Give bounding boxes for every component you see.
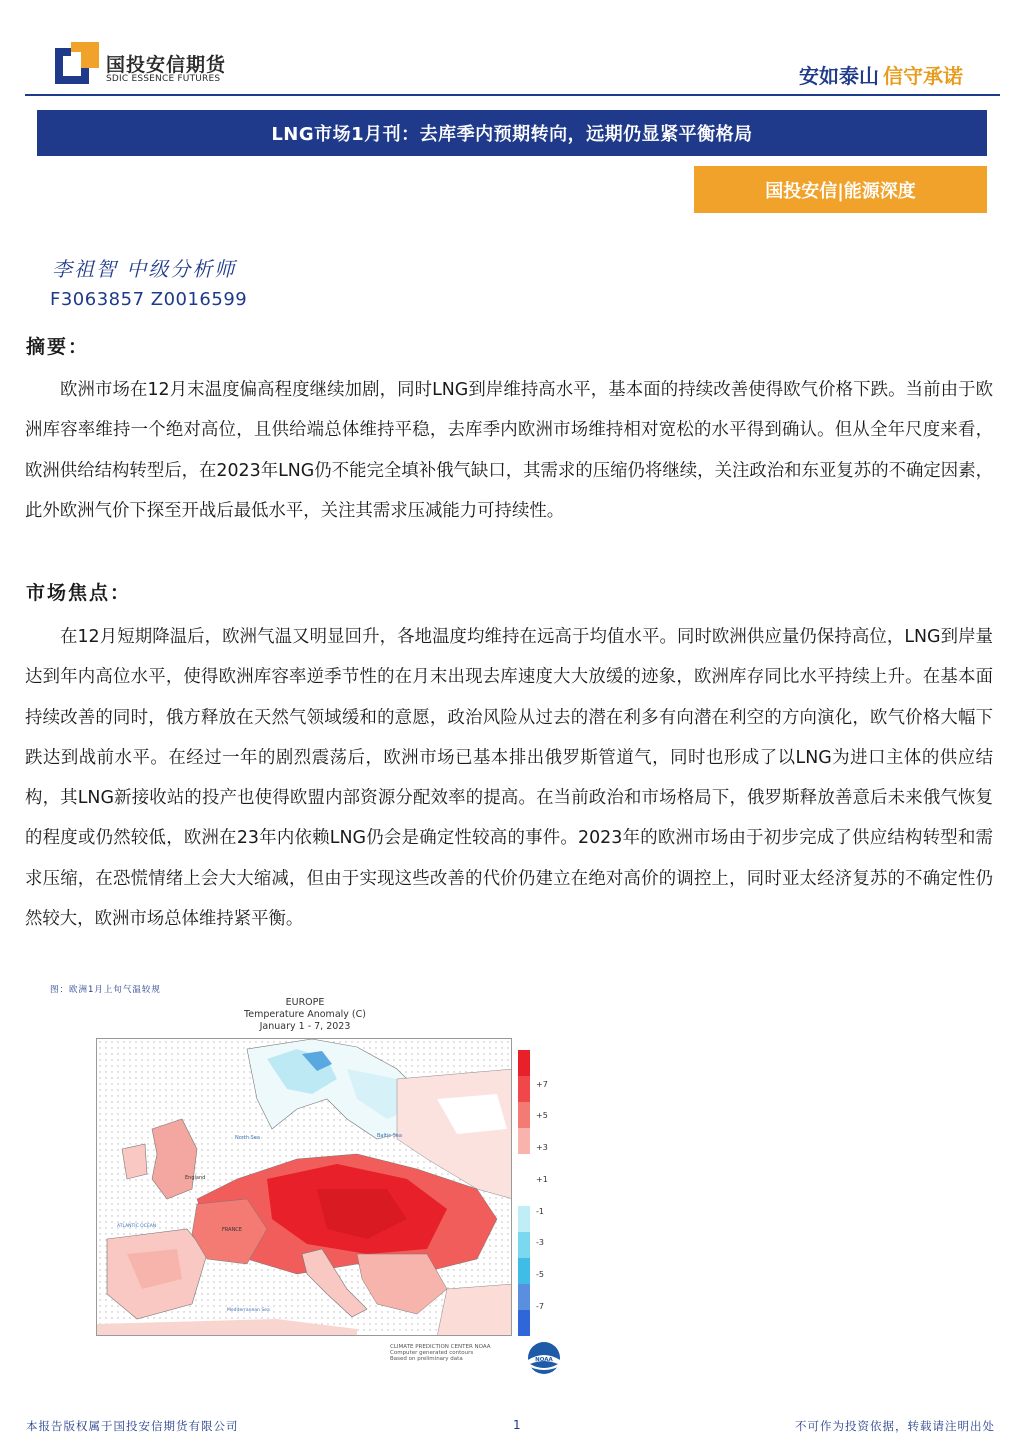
map-credit <box>390 1344 515 1362</box>
figure-caption: 图：欧洲1月上旬气温较规 <box>50 985 161 995</box>
report-tag: 国投安信|能源深度 <box>694 166 987 213</box>
colorbar-swatch <box>518 1310 530 1336</box>
map-label-atlantic: ATLANTIC OCEAN <box>117 1224 157 1229</box>
colorbar-swatch <box>518 1258 530 1285</box>
europe-map-graphic <box>97 1039 512 1336</box>
colorbar-label: -1 <box>536 1207 544 1216</box>
slogan-part1: 安如泰山 <box>799 64 879 88</box>
slogan <box>799 60 963 89</box>
noaa-logo-icon <box>520 1340 568 1376</box>
abstract-text: 欧洲市场在12月末温度偏高程度继续加剧，同时LNG到岸维持高水平，基本面的持续改善使得欧气价格下跌。当前由于欧洲库容率维持一个绝对高位，且供给端总体维持平稳，去库季内欧洲市场维持相对宽松的水平得到确认。但从全年尺度来看，欧洲供给结构转型后，在2023年LNG仍不能完全填补俄气缺口，其需求的压缩仍将继续，关注政治和东亚复苏的不确定因素，此外欧洲气价下探至开战后最低水平，关注其需求压减能力可持续性。 <box>25 380 993 521</box>
map-title-region: EUROPE <box>285 997 325 1008</box>
page-number: 1 <box>513 1418 521 1432</box>
colorbar-swatch <box>518 1232 530 1259</box>
colorbar-swatch <box>518 1102 530 1129</box>
focus-heading: 市场焦点： <box>26 582 132 604</box>
logo-text-en: SDIC ESSENCE FUTURES <box>106 74 221 84</box>
logo-text-cn: 国投安信期货 <box>106 54 227 76</box>
colorbar-swatch <box>518 1154 530 1181</box>
focus-text: 在12月短期降温后，欧洲气温又明显回升，各地温度均维持在远高于均值水平。同时欧洲供应量仍保持高位，LNG到岸量达到年内高位水平，使得欧洲库容率逆季节性的在月末出现去库速度大大放缓的迹象，欧洲库存同比水平持续上升。在基本面持续改善的同时，俄方释放在天然气领域缓和的意愿，政治风险从过去的潜在利多有向潜在利空的方向演化，欧气价格大幅下跌达到战前水平。在经过一年的剧烈震荡后，欧洲市场已基本排出俄罗斯管道气，同时也形成了以LNG为进口主体的供应结构，其LNG新接收站的投产也使得欧盟内部资源分配效率的提高。在当前政治和市场格局下，俄罗斯释放善意后未来俄气恢复的程度或仍然较低，欧洲在23年内依赖LNG仍会是确定性较高的事件。2023年的欧洲市场由于初步完成了供应结构转型和需求压缩，在恐慌情绪上会大大缩减，但由于实现这些改善的代价仍建立在绝对高价的调控上，同时亚太经济复苏的不确定性仍然较大，欧洲市场总体维持紧平衡。 <box>25 627 993 930</box>
colorbar-swatch <box>518 1076 530 1103</box>
colorbar-label: -7 <box>536 1302 544 1311</box>
report-title: LNG市场1月刊：去库季内预期转向，远期仍显紧平衡格局 <box>37 110 987 156</box>
company-logo-icon <box>55 42 99 86</box>
author-name: 李祖智 中级分析师 <box>52 257 237 281</box>
colorbar-label: +1 <box>536 1175 548 1184</box>
map-label-france: FRANCE <box>222 1227 242 1233</box>
map-title <box>205 997 405 1033</box>
colorbar-label: +7 <box>536 1080 548 1089</box>
slogan-part2: 信守承诺 <box>883 64 963 88</box>
footer-disclaimer: 不可作为投资依据，转载请注明出处 <box>795 1419 995 1433</box>
temperature-anomaly-map <box>96 1038 512 1336</box>
map-title-variable: Temperature Anomaly (C) <box>244 1009 366 1020</box>
header-divider <box>25 94 1000 96</box>
map-label-north-sea: North Sea <box>235 1135 260 1141</box>
map-title-dates: January 1 - 7, 2023 <box>259 1021 351 1032</box>
colorbar-swatch <box>518 1050 530 1077</box>
credit-line-2: Computer generated contours <box>390 1350 474 1356</box>
colorbar-label: +3 <box>536 1143 548 1152</box>
abstract-heading: 摘要： <box>26 336 90 358</box>
map-label-baltic: Baltic Sea <box>377 1133 402 1139</box>
colorbar-swatch <box>518 1284 530 1311</box>
colorbar-legend <box>518 1050 530 1336</box>
map-label-med: Mediterranean Sea <box>227 1308 270 1313</box>
colorbar-swatch <box>518 1128 530 1155</box>
noaa-label: NOAA <box>535 1357 553 1363</box>
colorbar-label: -3 <box>536 1238 544 1247</box>
colorbar-label: +5 <box>536 1111 548 1120</box>
credit-line-1: CLIMATE PREDICTION CENTER NOAA <box>390 1344 491 1350</box>
footer-copyright: 本报告版权属于国投安信期货有限公司 <box>26 1419 239 1433</box>
map-label-england: England <box>185 1175 206 1181</box>
colorbar-label: -5 <box>536 1270 544 1279</box>
colorbar-swatch <box>518 1180 530 1207</box>
analyst-codes: F3063857 Z0016599 <box>50 289 248 310</box>
credit-line-3: Based on preliminary data <box>390 1356 463 1362</box>
colorbar-swatch <box>518 1206 530 1233</box>
